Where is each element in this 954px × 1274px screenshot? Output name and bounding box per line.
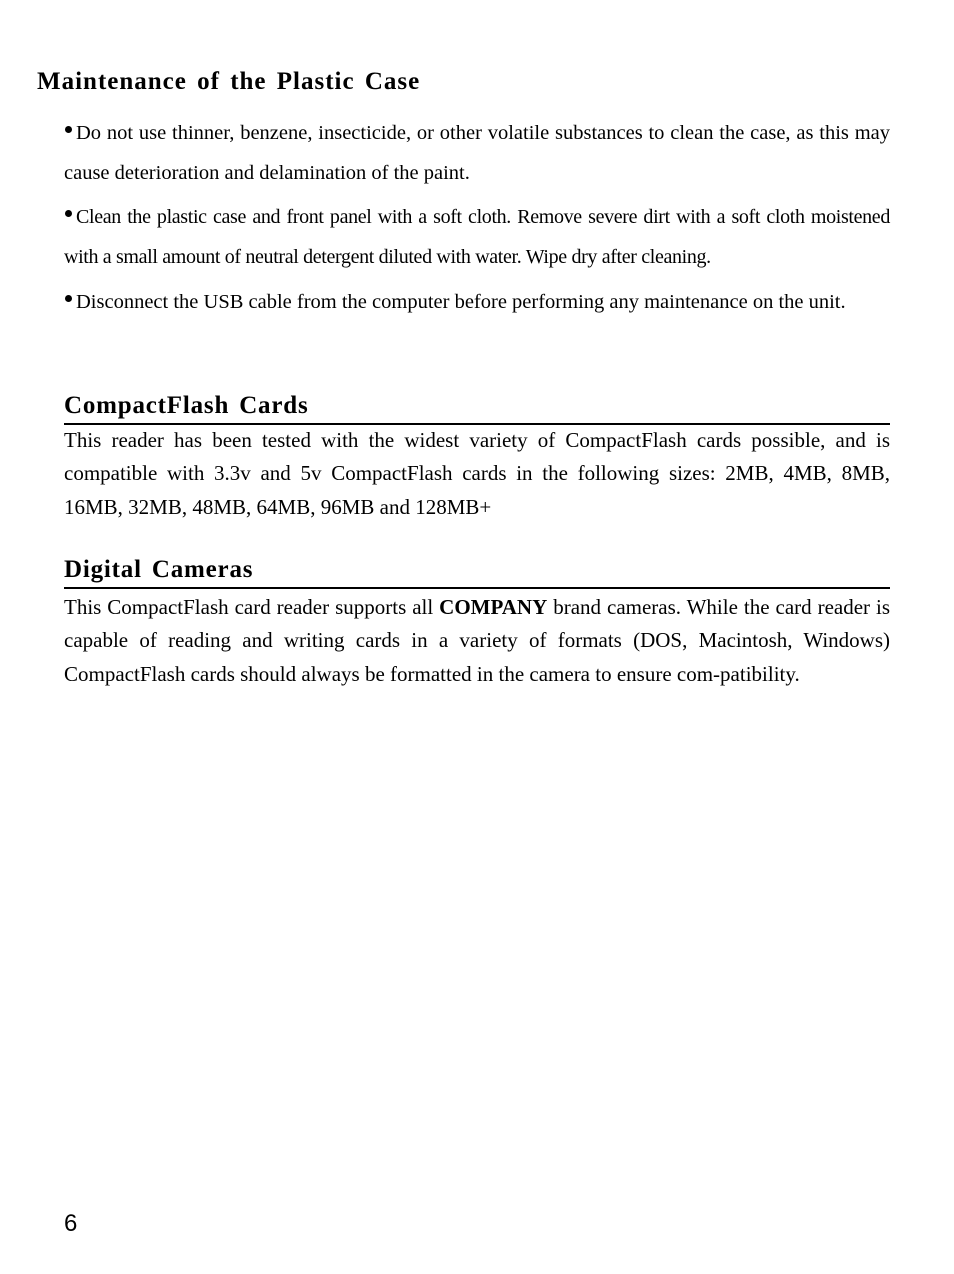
maintenance-bullet-2	[64, 197, 890, 277]
maintenance-bullet-1	[64, 113, 890, 193]
bullet-text: Clean the plastic case and front panel with a soft cloth. Remove severe dirt with a soft cloth moistened with a small amount of neutral detergent diluted with water. Wipe dry after cleaning.	[64, 206, 890, 268]
bullet-text: Do not use thinner, benzene, insecticide, or other volatile substances to clean the case, as this may cause deterioration and delamination of the paint.	[64, 122, 890, 184]
bullet-text: Disconnect the USB cable from the computer before performing any maintenance on the unit.	[76, 291, 846, 313]
cameras-text-end: brand cameras. While the card reader is capable of reading and writing cards in a variety of formats (DOS, Macintosh, Windows) CompactFlash cards should always be formatted in the camera to ensure com-patibility.	[64, 595, 891, 686]
cameras-paragraph	[64, 591, 890, 691]
compactflash-paragraph: This reader has been tested with the widest variety of CompactFlash cards possible, and is compatible with 3.3v and 5v CompactFlash cards in the following sizes: 2MB, 4MB, 8MB, 16MB, 32MB, 48MB, 64MB, 96MB and 128MB+	[64, 428, 890, 519]
bullet-icon	[65, 126, 72, 133]
cameras-heading: Digital Cameras	[64, 555, 890, 589]
maintenance-bullet-3	[64, 282, 890, 322]
compactflash-heading: CompactFlash Cards	[64, 391, 890, 425]
brand-name: COMPANY	[439, 595, 548, 619]
bullet-icon	[65, 210, 72, 217]
maintenance-heading: Maintenance of the Plastic Case	[37, 68, 421, 95]
cameras-text-start: This CompactFlash card reader supports all	[64, 595, 440, 619]
bullet-icon	[65, 295, 72, 302]
page-number: 6	[64, 1210, 78, 1237]
